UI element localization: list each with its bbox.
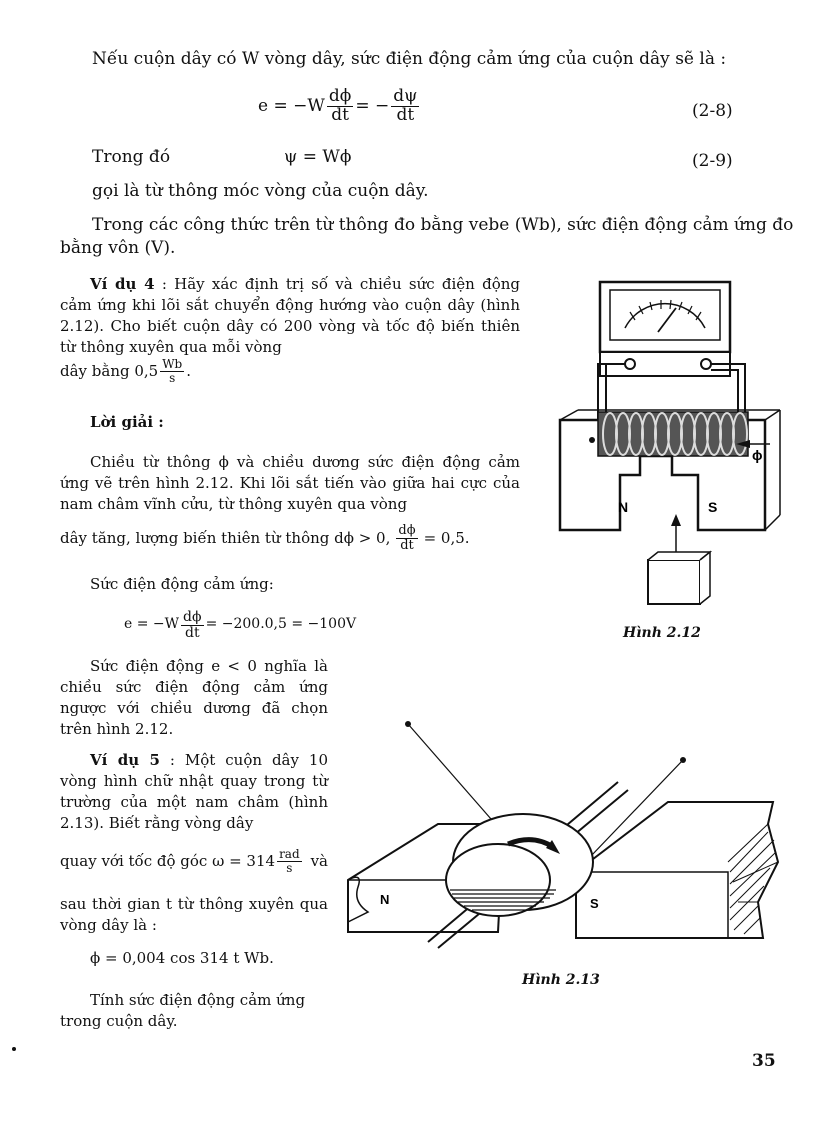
margin-dot [12, 1047, 16, 1051]
coil-terminal-dot [589, 437, 595, 443]
linkage-text: gọi là từ thông móc vòng của cuộn dây. [92, 181, 429, 201]
eq3-fraction [181, 610, 204, 640]
s-den: s [169, 370, 176, 385]
emf-label: Sức điện động cảm ứng: [90, 575, 274, 593]
eq1-f1-num: dϕ [328, 86, 352, 106]
equation-number-2-9: (2-9) [692, 151, 733, 171]
north-pole-label: N [618, 499, 629, 515]
units-paragraph: Trong các công thức trên từ thông đo bằng vebe (Wb), sức điện động cảm ứng đo bằng vôn (V). [60, 215, 794, 258]
example-4-tail-pre: dây bằng 0,5 [60, 361, 159, 380]
figure-2-12 [540, 270, 800, 610]
eq1-mid: = − [355, 95, 390, 116]
eq3-num: dϕ [183, 609, 202, 625]
equation-number-2-8: (2-8) [692, 101, 733, 121]
rad-num: rad [279, 847, 300, 861]
intro-text: Nếu cuộn dây có W vòng dây, sức điện động cảm ứng của cuộn dây sẽ là : [92, 49, 727, 69]
equation-2-8 [258, 88, 421, 125]
equation-2-9: ψ = Wϕ [284, 147, 352, 167]
flux-equation: ϕ = 0,004 cos 314 t Wb. [90, 949, 274, 967]
example-5-after: sau thời gian t từ thông xuyên qua vòng dây là : [60, 895, 328, 934]
eq3-lhs: e = −W [124, 616, 180, 633]
example-4-label: Ví dụ 4 [90, 275, 155, 293]
omega-pre: quay với tốc độ góc ω = 314 [60, 851, 276, 870]
solution-tail-pre: dây tăng, lượng biến thiên từ thông dϕ > 0, [60, 528, 391, 547]
eq1-f2-num: dψ [393, 86, 418, 106]
conclusion-paragraph: Sức điện động e < 0 nghĩa là chiều sức điện động cảm ứng ngược với chiều dương đã chọn trên hình 2.12. [60, 657, 328, 738]
wb-num: Wb [162, 357, 183, 371]
example-5-text: : Một cuộn dây 10 vòng hình chữ nhật quay trong từ trường của một nam châm (hình 2.13). Biết rằng vòng dây [60, 751, 328, 832]
dphi-num: dϕ [398, 523, 416, 538]
example-5-paragraph [60, 750, 328, 834]
figure-2-13-caption: Hình 2.13 [522, 972, 600, 988]
solution-tail [60, 524, 470, 552]
solution-text: Chiều từ thông ϕ và chiều dương sức điện động cảm ứng vẽ trên hình 2.12. Khi lõi sắt tiến vào giữa hai cực của nam châm vĩnh cửu, từ thông xuyên qua vòng [60, 453, 520, 513]
fig2-north-label: N [380, 892, 390, 907]
omega-post: và [310, 851, 328, 870]
dt-den: dt [400, 537, 414, 553]
coil [598, 412, 748, 456]
eq2-label: Trong đó [92, 147, 171, 167]
solution-tail-post: = 0,5. [423, 528, 470, 547]
figure-phi-label: ϕ [752, 447, 763, 463]
example-4-tail-post: . [186, 361, 192, 380]
example-5-label: Ví dụ 5 [90, 751, 160, 769]
eq1-fraction-1 [327, 88, 353, 125]
omega-line [60, 848, 328, 874]
example-4-paragraph [60, 274, 520, 358]
south-pole-label: S [708, 499, 718, 515]
example-4-text: : Hãy xác định trị số và chiều sức điện động cảm ứng khi lõi sắt chuyển động hướng vào cuộn dây (hình 2.12). Cho biết cuộn dây có 200 vòng và tốc độ biến thiên từ thông xuyên qua mỗi vòng [60, 275, 520, 356]
equation-emf-value [124, 610, 356, 640]
galvanometer [600, 282, 730, 376]
magnet-south [576, 802, 778, 938]
eq3-rhs: = −200.0,5 = −100V [205, 616, 357, 633]
figure-2-12-caption: Hình 2.12 [623, 625, 701, 641]
figure-2-13 [338, 712, 800, 962]
eq1-f1-den: dt [331, 104, 349, 125]
solution-label: Lời giải : [90, 413, 164, 431]
eq1-f2-den: dt [396, 104, 415, 125]
motion-arrow-icon [671, 514, 681, 526]
task-paragraph: Tính sức điện động cảm ứng trong cuộn dây. [60, 991, 306, 1030]
wb-per-s-fraction [160, 358, 184, 384]
eq1-lhs: e = −W [258, 95, 325, 116]
fig2-south-label: S [590, 896, 599, 911]
example-4-tail [60, 358, 191, 384]
eq3-den: dt [185, 624, 200, 641]
dphi-dt-fraction [396, 524, 417, 552]
page-number: 35 [752, 1051, 776, 1071]
eq1-fraction-2 [391, 88, 419, 125]
rad-per-s-fraction [277, 848, 302, 874]
rad-s-den: s [286, 860, 293, 875]
wire-left [408, 724, 498, 827]
